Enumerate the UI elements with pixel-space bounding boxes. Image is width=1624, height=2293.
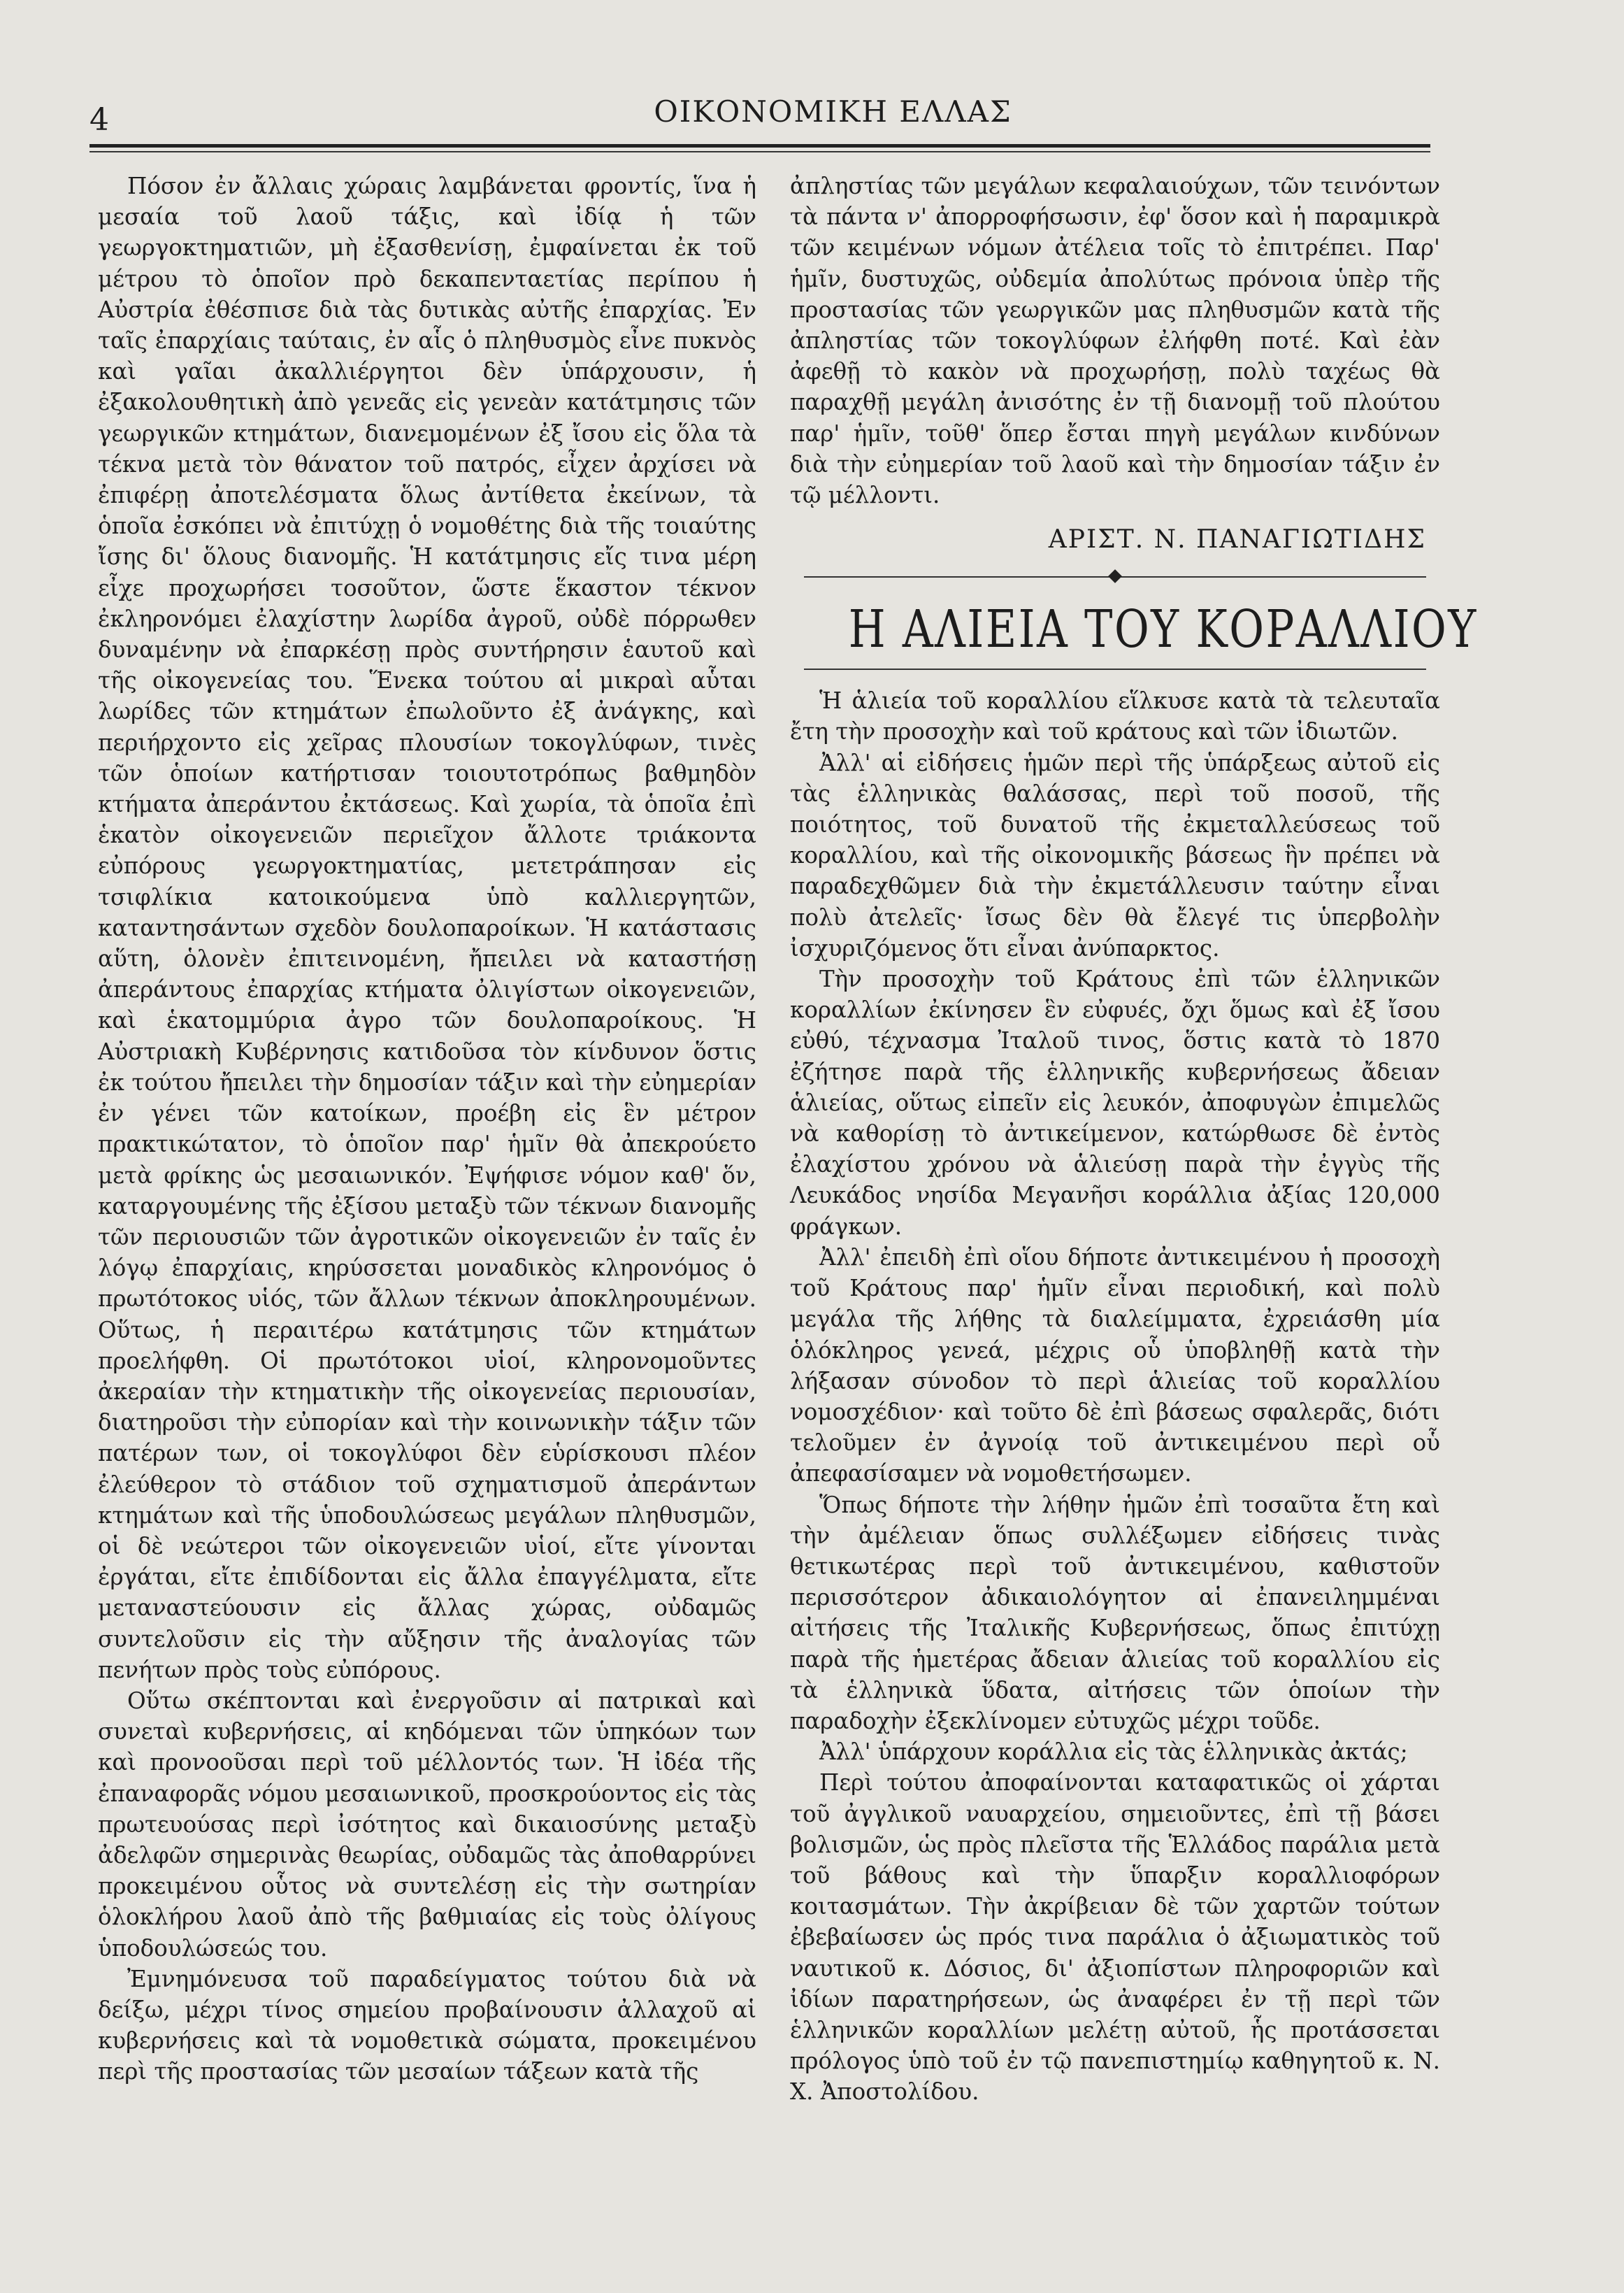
- page-number: 4: [89, 102, 109, 138]
- article-paragraph: Ὅπως δήποτε τὴν λήθην ἡμῶν ἐπὶ τοσαῦτα ἔτη καὶ τὴν ἀμέλειαν ὅπως συλλέξωμεν εἰδήσεις τινὰς θετικωτέρας περὶ τοῦ ἀντικειμένου, καθιστοῦν περισσότερον ἀδικαιολόγητον αἱ ἐπανειλημμέναι αἰτήσεις τῆς Ἰταλικῆς Κυβερνήσεως, ὅπως ἐπιτύχῃ παρὰ τῆς ἡμετέρας ἄδειαν ἁλιείας τοῦ κοραλλίου εἰς τὰ ἑλληνικὰ ὕδατα, αἰτήσεις τῶν ὁποίων τὴν παραδοχὴν ἐξεκλίνομεν εὐτυχῶς μέχρι τοῦδε.: [790, 1491, 1440, 1734]
- article-paragraph: Ἀλλ' ὑπάρχουν κοράλλια εἰς τὰς ἑλληνικὰς ἀκτάς;: [819, 1738, 1408, 1766]
- divider-diamond-ornament: [1108, 569, 1122, 583]
- left-column: [98, 171, 756, 2087]
- header-rule-thick: [89, 144, 1430, 148]
- left-paragraph: Πόσον ἐν ἄλλαις χώραις λαμβάνεται φροντίς, ἵνα ἡ μεσαία τοῦ λαοῦ τάξις, καὶ ἰδίᾳ ἡ τῶν γεωργοκτηματιῶν, μὴ ἐξασθενίσῃ, ἐμφαίνεται ἐκ τοῦ μέτρου τὸ ὁποῖον πρὸ δεκαπενταετίας περίπου ἡ Αὐστρία ἐθέσπισε διὰ τὰς δυτικὰς αὐτῆς ἐπαρχίας. Ἐν ταῖς ἐπαρχίαις ταύταις, ἐν αἷς ὁ πληθυσμὸς εἶνε πυκνὸς καὶ γαῖαι ἀκαλλιέργητοι δὲν ὑπάρχουσιν, ἡ ἐξακολουθητικὴ ἀπὸ γενεᾶς εἰς γενεὰν κατάτμησις τῶν γεωργικῶν κτημάτων, διανεμομένων ἐξ ἴσου εἰς ὅλα τὰ τέκνα μετὰ τὸν θάνατον τοῦ πατρός, εἶχεν ἀρχίσει νὰ ἐπιφέρῃ ἀποτελέσματα ὅλως ἀντίθετα ἐκείνων, τὰ ὁποῖα ἐσκόπει νὰ ἐπιτύχῃ ὁ νομοθέτης διὰ τῆς τοιαύτης ἴσης δι' ὅλους διανομῆς. Ἡ κατάτμησις εἴς τινα μέρη εἶχε προχωρήσει τοσοῦτον, ὥστε ἕκαστον τέκνον ἐκληρονόμει ἐλαχίστην λωρίδα ἀγροῦ, οὐδὲ πόρρωθεν δυναμένην νὰ ἐπαρκέσῃ πρὸς συντήρησιν ἑαυτοῦ καὶ τῆς οἰκογενείας του. Ἕνεκα τούτου αἱ μικραὶ αὗται λωρίδες τῶν κτημάτων ἐπωλοῦντο ἐξ ἀνάγκης, καὶ περιήρχοντο εἰς χεῖρας πλουσίων τοκογλύφων, τινὲς τῶν ὁποίων κατήρτισαν τοιουτοτρόπως βαθμηδὸν κτήματα ἀπεράντου ἐκτάσεως. Καὶ χωρία, τὰ ὁποῖα ἐπὶ ἑκατὸν οἰκογενειῶν περιεῖχον ἄλλοτε τριάκοντα εὐπόρους γεωργοκτηματίας, μετετράπησαν εἰς τσιφλίκια κατοικούμενα ὑπὸ καλλιεργητῶν, καταντησάντων σχεδὸν δουλοπαροίκων. Ἡ κατάστασις αὕτη, ὁλονὲν ἐπιτεινομένη, ἤπειλει νὰ καταστήσῃ ἀπεράντους ἐπαρχίας κτήματα ὀλιγίστων οἰκογενειῶν, καὶ ἑκατομμύρια ἀγρο τῶν δουλοπαροίκους. Ἡ Αὐστριακὴ Κυβέρνησις κατιδοῦσα τὸν κίνδυνον ὅστις ἐκ τούτου ἤπειλει τὴν δημοσίαν τάξιν καὶ τὴν εὐημερίαν ἐν γένει τῶν κατοίκων, προέβη εἰς ἓν μέτρον πρακτικώτατον, τὸ ὁποῖον παρ' ἡμῖν θὰ ἀπεκρούετο μετὰ φρίκης ὡς μεσαιωνικόν. Ἐψήφισε νόμον καθ' ὅν, καταργουμένης τῆς ἐξίσου μεταξὺ τῶν τέκνων διανομῆς τῶν περιουσιῶν τῶν ἀγροτικῶν οἰκογενειῶν ἐν ταῖς ἐν λόγῳ ἐπαρχίαις, κηρύσσεται μοναδικὸς κληρονόμος ὁ πρωτότοκος υἱός, τῶν ἄλλων τέκνων ἀποκληρουμένων. Οὕτως, ἡ περαιτέρω κατάτμησις τῶν κτημάτων προελήφθη. Οἱ πρωτότοκοι υἱοί, κληρονομοῦντες ἀκεραίαν τὴν κτηματικὴν τῆς οἰκογενείας περιουσίαν, διατηροῦσι τὴν εὐπορίαν καὶ τὴν κοινωνικὴν τάξιν τῶν πατέρων των, οἱ τοκογλύφοι δὲν εὑρίσκουσι πλέον ἐλεύθερον τὸ στάδιον τοῦ σχηματισμοῦ ἀπεράντων κτημάτων καὶ τῆς ὑποδουλώσεως μεγάλων πληθυσμῶν, οἱ δὲ νεώτεροι τῶν οἰκογενειῶν υἱοί, εἴτε γίνονται ἐργάται, εἴτε ἐπιδίδονται εἰς ἄλλα ἐπαγγέλματα, εἴτε μεταναστεύουσιν εἰς ἄλλας χώρας, οὐδαμῶς συντελοῦσιν εἰς τὴν αὔξησιν τῆς ἀναλογίας τῶν πενήτων πρὸς τοὺς εὐπόρους.: [98, 173, 756, 1683]
- left-paragraph: Οὕτω σκέπτονται καὶ ἐνεργοῦσιν αἱ πατρικαὶ καὶ συνεταὶ κυβερνήσεις, αἱ κηδόμεναι τῶν ὑπηκόων των καὶ προνοοῦσαι περὶ τοῦ μέλλοντός των. Ἡ ἰδέα τῆς ἐπαναφορᾶς νόμου μεσαιωνικοῦ, προσκρούοντος εἰς τὰς πρωτευούσας περὶ ἰσότητος καὶ δικαιοσύνης μεταξὺ ἀδελφῶν σημερινὰς θεωρίας, οὐδαμῶς τὰς ἀποθαρρύνει προκειμένου οὗτος νὰ συντελέσῃ εἰς τὴν σωτηρίαν ὁλοκλήρου λαοῦ ἀπὸ τῆς βαθμιαίας εἰς τοὺς ὀλίγους ὑποδουλώσεώς του.: [98, 1687, 756, 1962]
- continuation-paragraph: ἀπληστίας τῶν μεγάλων κεφαλαιούχων, τῶν τεινόντων τὰ πάντα ν' ἀπορροφήσωσιν, ἐφ' ὅσον καὶ ἡ παραμικρὰ τῶν κειμένων νόμων ἀτέλεια τοῖς τὸ ἐπιτρέπει. Παρ' ἡμῖν, δυστυχῶς, οὐδεμία ἀπολύτως πρόνοια ὑπὲρ τῆς προστασίας τῶν γεωργικῶν μας πληθυσμῶν κατὰ τῆς ἀπληστίας τῶν τοκογλύφων ἐλήφθη ποτέ. Καὶ ἐὰν ἀφεθῇ τὸ κακὸν νὰ προχωρήσῃ, πολὺ ταχέως θὰ παραχθῇ μεγάλη ἀνισότης ἐν τῇ διανομῇ τοῦ πλούτου παρ' ἡμῖν, τοῦθ' ὅπερ ἔσται πηγὴ μεγάλων κινδύνων διὰ τὴν εὐημερίαν τοῦ λαοῦ καὶ τὴν δημοσίαν τάξιν ἐν τῷ μέλλοντι.: [790, 173, 1440, 509]
- left-paragraph: Ἐμνημόνευσα τοῦ παραδείγματος τούτου διὰ νὰ δείξω, μέχρι τίνος σημείου προβαίνουσιν ἀλλαχοῦ αἱ κυβερνήσεις καὶ τὰ νομοθετικὰ σώματα, προκειμένου περὶ τῆς προστασίας τῶν μεσαίων τάξεων κατὰ τῆς: [98, 1965, 756, 2085]
- article-paragraph: Ἡ ἁλιεία τοῦ κοραλλίου εἵλκυσε κατὰ τὰ τελευταῖα ἔτη τὴν προσοχὴν καὶ τοῦ κράτους καὶ τῶν ἰδιωτῶν.: [790, 687, 1440, 745]
- section-divider: [804, 562, 1426, 590]
- author-signature: ΑΡΙΣΤ. Ν. ΠΑΝΑΓΙΩΤΙΔΗΣ: [1048, 525, 1426, 555]
- article-paragraph: Περὶ τούτου ἀποφαίνονται καταφατικῶς οἱ χάρται τοῦ ἀγγλικοῦ ναυαρχείου, σημειοῦντες, ἐπὶ τῇ βάσει βολισμῶν, ὡς πρὸς πλεῖστα τῆς Ἑλλάδος παράλια μετὰ τοῦ βάθους καὶ τὴν ὕπαρξιν κοραλλιοφόρων κοιτασμάτων. Τὴν ἀκρίβειαν δὲ τῶν χαρτῶν τούτων ἐβεβαίωσεν ὡς πρός τινα παράλια ὁ ἀξιωματικὸς τοῦ ναυτικοῦ κ. Δόσιος, δι' ἀξιοπίστων πληροφοριῶν καὶ ἰδίων παρατηρήσεων, ὡς ἀναφέρει ἐν τῇ περὶ τῶν ἑλληνικῶν κοραλλίων μελέτῃ αὐτοῦ, ἧς προτάσσεται πρόλογος ὑπὸ τοῦ ἐν τῷ πανεπιστημίῳ καθηγητοῦ κ. Ν. Χ. Ἀποστολίδου.: [790, 1769, 1440, 2106]
- title-underline: [804, 669, 1426, 670]
- right-column: [790, 171, 1478, 2108]
- article-title: Η ΑΛΙΕΙΑ ΤΟΥ ΚΟΡΑΛΛΙΟΥ: [848, 599, 1478, 660]
- article-paragraph: Ἀλλ' ἐπειδὴ ἐπὶ οἵου δήποτε ἀντικειμένου ἡ προσοχὴ τοῦ Κράτους παρ' ἡμῖν εἶναι περιοδική, καὶ πολὺ μεγάλα τῆς λήθης τὰ διαλείμματα, ἐχρειάσθη μία ὁλόκληρος γενεά, μέχρις οὗ ὑποβληθῇ κατὰ τὴν λήξασαν σύνοδον τὸ περὶ ἁλιείας τοῦ κοραλλίου νομοσχέδιον· καὶ τοῦτο δὲ ἐπὶ βάσεως σφαλερᾶς, διότι τελοῦμεν ἐν ἀγνοίᾳ τοῦ ἀντικειμένου περὶ οὗ ἀπεφασίσαμεν νὰ νομοθετήσωμεν.: [790, 1243, 1440, 1487]
- article-paragraph: Τὴν προσοχὴν τοῦ Κράτους ἐπὶ τῶν ἑλληνικῶν κοραλλίων ἐκίνησεν ἓν εὐφυές, ὄχι ὅμως καὶ ἐξ ἴσου εὐθύ, τέχνασμα Ἰταλοῦ τινος, ὅστις κατὰ τὸ 1870 ἐζήτησε παρὰ τῆς ἑλληνικῆς κυβερνήσεως ἄδειαν ἁλιείας, οὕτως εἰπεῖν εἰς λευκόν, ἀποφυγὼν ἐπιμελῶς νὰ καθορίσῃ τὸ ἀντικείμενον, κατώρθωσε δὲ ἐντὸς ἐλαχίστου χρόνου νὰ ἁλιεύσῃ παρὰ τὴν ἐγγὺς τῆς Λευκάδος νησίδα Μεγανῆσι κοράλλια ἀξίας 120,000 φράγκων.: [790, 966, 1440, 1240]
- running-title: ΟΙΚΟΝΟΜΙΚΗ ΕΛΛΑΣ: [654, 94, 1012, 129]
- header-rule-thin: [89, 151, 1430, 152]
- article-paragraph: Ἀλλ' αἱ εἰδήσεις ἡμῶν περὶ τῆς ὑπάρξεως αὐτοῦ εἰς τὰς ἑλληνικὰς θαλάσσας, περὶ τοῦ ποσοῦ, τῆς ποιότητος, τοῦ δυνατοῦ τῆς ἐκμεταλλεύσεως τοῦ κοραλλίου, καὶ τῆς οἰκονομικῆς βάσεως ἣν πρέπει νὰ παραδεχθῶμεν διὰ τὴν ἐκμετάλλευσιν ταύτην εἶναι πολὺ ἀτελεῖς· ἴσως δὲν θὰ ἔλεγέ τις ὑπερβολὴν ἰσχυριζόμενος ὅτι εἶναι ἀνύπαρκτος.: [790, 749, 1440, 962]
